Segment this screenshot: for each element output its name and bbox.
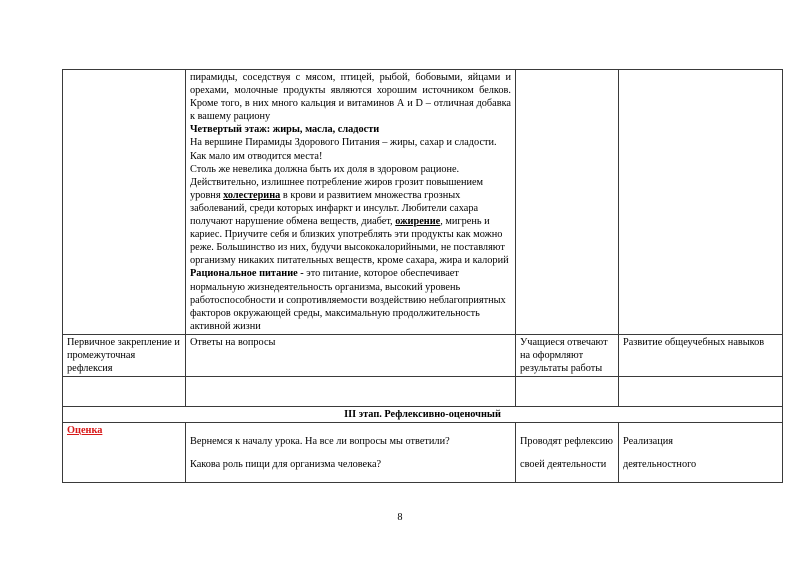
cell-result-continued xyxy=(619,70,783,335)
cell-result-primary-consolidation: Развитие общеучебных навыков xyxy=(619,334,783,376)
term-cholesterol: холестерина xyxy=(223,189,281,201)
cell-pupil-continued xyxy=(516,70,619,335)
paragraph-pyramid-top: На вершине Пирамиды Здорового Питания – жиры, сахар и сладости. Как мало им отводится места! xyxy=(190,137,497,162)
cell-pupil-primary-consolidation: Учащиеся отвечают на оформляют результаты работы xyxy=(516,334,619,376)
table-row-blank xyxy=(63,377,783,407)
cell-content-primary-consolidation: Ответы на вопросы xyxy=(186,334,516,376)
table-row xyxy=(63,334,783,376)
assessment-result-line-1: Реализация xyxy=(623,435,673,447)
cell-pupil-assessment xyxy=(516,423,619,483)
label-assessment: Оценка xyxy=(67,425,103,437)
table-row-stage-header xyxy=(63,407,783,423)
table-row-assessment xyxy=(63,423,783,483)
assessment-pupil-line-1: Проводят рефлексию xyxy=(520,435,613,447)
cell-content-blank xyxy=(186,377,516,407)
paragraph-fats-risks xyxy=(190,176,511,268)
assessment-pupil-line-2: своей деятельности xyxy=(520,458,607,470)
term-obesity: ожирение xyxy=(395,216,441,228)
cell-content-assessment xyxy=(186,423,516,483)
text-fats-risks-b: в крови и развитием множества грозных заболеваний, среди которых инфаркт и инсульт. Любители сахара получают нарушение обмена веществ, диабет, xyxy=(190,189,479,228)
lesson-plan-table xyxy=(62,69,783,483)
heading-fourth-floor: Четвертый этаж: жиры, масла, сладости xyxy=(190,124,380,136)
cell-result-blank xyxy=(619,377,783,407)
page-number: 8 xyxy=(397,512,403,523)
term-rational-nutrition: Рациональное питание - xyxy=(190,268,304,280)
cell-stage-blank xyxy=(63,377,186,407)
cell-stage-continued xyxy=(63,70,186,335)
cell-stage-assessment xyxy=(63,423,186,483)
text-rational-nutrition-definition: это питание, которое обеспечивает нормальную жизнедеятельность организма, высокий уровень работоспособности и сопротивляемости воздействию неблагоприятных факторов окружающей среды, максимальную продолжительность активной жизни xyxy=(190,268,506,332)
text-fats-risks-a: Действительно, излишнее потребление жиров грозит повышением уровня xyxy=(190,176,484,201)
stage-three-header: III этап. Рефлексивно-оценочный xyxy=(63,407,783,423)
cell-content-continued xyxy=(186,70,516,335)
assessment-result-line-2: деятельностного xyxy=(623,458,697,470)
text-fats-risks-c: , мигрень и кариес. Приучите себя и близких употреблять эти продукты как можно реже. Большинство из них, будучи высококалорийными, не поставляют организму никаких питательных веществ, кроме сахара, жира и калорий xyxy=(190,216,509,267)
assessment-question-1: Вернемся к началу урока. На все ли вопросы мы ответили? xyxy=(190,435,450,447)
paragraph-small-share: Столь же невелика должна быть их доля в здоровом рационе. xyxy=(190,163,460,175)
cell-pupil-blank xyxy=(516,377,619,407)
table-row xyxy=(63,70,783,335)
assessment-question-2: Какова роль пищи для организма человека? xyxy=(190,458,382,470)
cell-result-assessment xyxy=(619,423,783,483)
paragraph-pyramid-proteins: пирамиды, соседствуя с мясом, птицей, рыбой, бобовыми, яйцами и орехами, молочные продукты являются хорошим источником белков. Кроме того, в них много кальция и витаминов А и D – отличная добавка к вашему рациону xyxy=(190,72,511,123)
paragraph-rational-nutrition xyxy=(190,267,511,332)
cell-stage-primary-consolidation: Первичное закрепление и промежуточная рефлексия xyxy=(63,334,186,376)
